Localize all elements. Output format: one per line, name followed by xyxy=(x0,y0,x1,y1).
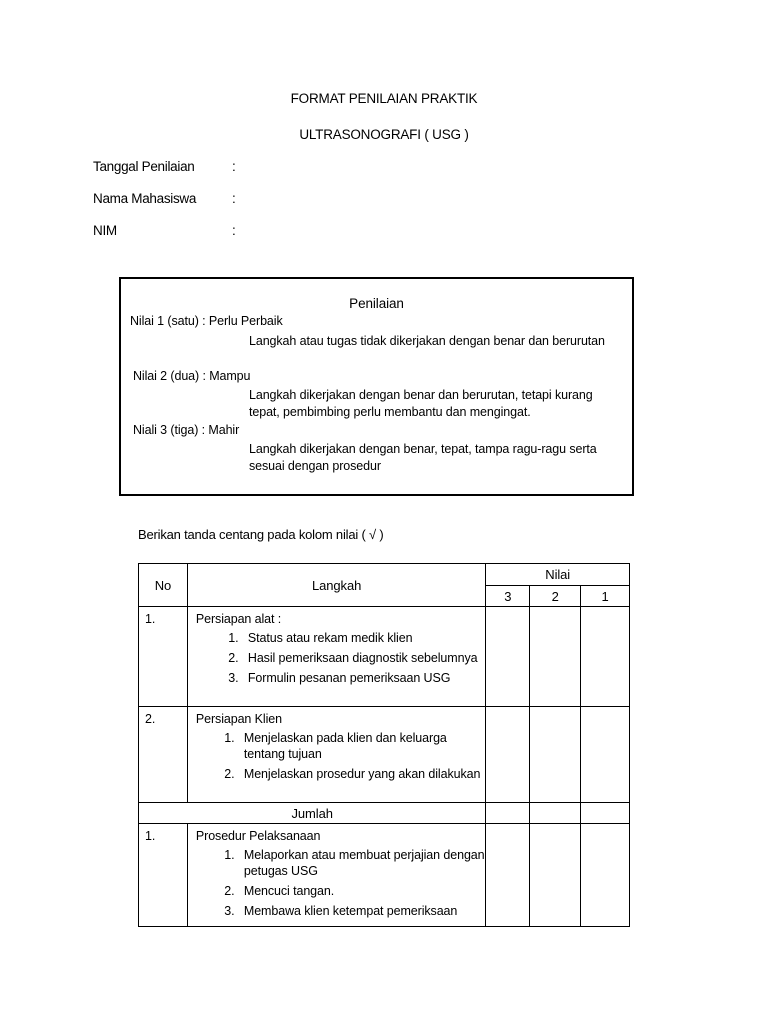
score-cell-2[interactable] xyxy=(530,607,581,707)
row-number: 2. xyxy=(139,707,188,803)
score-cell-3[interactable] xyxy=(486,824,530,927)
document-title: FORMAT PENILAIAN PRAKTIK xyxy=(290,91,478,106)
score-cell-3[interactable] xyxy=(486,607,530,707)
sum-cell-1[interactable] xyxy=(581,803,630,824)
field-separator: : xyxy=(232,223,236,238)
rating-legend-box xyxy=(119,277,634,496)
row-steps xyxy=(187,707,485,803)
row-number: 1. xyxy=(139,824,188,927)
document-subtitle: ULTRASONOGRAFI ( USG ) xyxy=(299,127,469,142)
list-item: 2. Menjelaskan prosedur yang akan dilakukan xyxy=(238,766,485,782)
row-number: 1. xyxy=(139,607,188,707)
field-label: NIM xyxy=(93,223,117,238)
sum-cell-3[interactable] xyxy=(486,803,530,824)
field-separator: : xyxy=(232,159,236,174)
list-item: 1. Melaporkan atau membuat perjajian dengan petugas USG xyxy=(238,847,485,879)
field-nim xyxy=(93,223,236,238)
sum-label: Jumlah xyxy=(139,803,486,824)
list-item: 2. Hasil pemeriksaan diagnostik sebelumnya xyxy=(242,650,485,666)
rating-level-label: Niali 3 (tiga) : Mahir xyxy=(133,423,240,437)
instruction-text: Berikan tanda centang pada kolom nilai ( √ ) xyxy=(138,527,384,542)
rating-level-description: Langkah dikerjakan dengan benar, tepat, tampa ragu-ragu serta sesuai dengan prosedur xyxy=(249,442,597,473)
row-steps xyxy=(187,824,485,927)
sum-row xyxy=(139,803,630,824)
table-row xyxy=(139,607,630,707)
score-cell-3[interactable] xyxy=(486,707,530,803)
list-item: 1. Status atau rekam medik klien xyxy=(242,630,485,646)
score-cell-2[interactable] xyxy=(530,824,581,927)
header-score-3: 3 xyxy=(486,586,530,607)
row-title: Prosedur Pelaksanaan xyxy=(195,829,321,843)
rating-legend-heading: Penilaian xyxy=(349,296,404,311)
row-steps xyxy=(187,607,485,707)
list-item: 2. Mencuci tangan. xyxy=(238,883,485,899)
rating-level-label: Nilai 1 (satu) : Perlu Perbaik xyxy=(130,314,283,328)
header-langkah: Langkah xyxy=(187,564,485,607)
step-list xyxy=(196,847,485,919)
header-nilai: Nilai xyxy=(486,564,630,586)
rating-level-description: Langkah dikerjakan dengan benar dan berurutan, tetapi kurang tepat, pembimbing perlu membantu dan mengingat. xyxy=(249,388,593,419)
score-cell-1[interactable] xyxy=(581,824,630,927)
list-item: 3. Formulin pesanan pemeriksaan USG xyxy=(242,670,485,686)
score-cell-2[interactable] xyxy=(530,707,581,803)
rating-level-description: Langkah atau tugas tidak dikerjakan dengan benar dan berurutan xyxy=(249,334,605,348)
assessment-table xyxy=(138,563,630,927)
score-cell-1[interactable] xyxy=(581,707,630,803)
step-list xyxy=(196,730,485,782)
field-nama xyxy=(93,191,236,206)
score-cell-1[interactable] xyxy=(581,607,630,707)
table-row xyxy=(139,707,630,803)
header-no: No xyxy=(139,564,188,607)
row-title: Persiapan alat : xyxy=(195,612,282,626)
sum-cell-2[interactable] xyxy=(530,803,581,824)
step-list xyxy=(196,630,485,686)
field-tanggal xyxy=(93,159,236,174)
header-score-1: 1 xyxy=(581,586,630,607)
field-separator: : xyxy=(232,191,236,206)
field-label: Nama Mahasiswa xyxy=(93,191,197,206)
header-score-2: 2 xyxy=(530,586,581,607)
list-item: 3. Membawa klien ketempat pemeriksaan xyxy=(238,903,485,919)
table-row xyxy=(139,824,630,927)
rating-level-label: Nilai 2 (dua) : Mampu xyxy=(133,369,251,383)
list-item: 1. Menjelaskan pada klien dan keluarga tentang tujuan xyxy=(238,730,485,762)
field-label: Tanggal Penilaian xyxy=(93,159,195,174)
row-title: Persiapan Klien xyxy=(195,712,282,726)
